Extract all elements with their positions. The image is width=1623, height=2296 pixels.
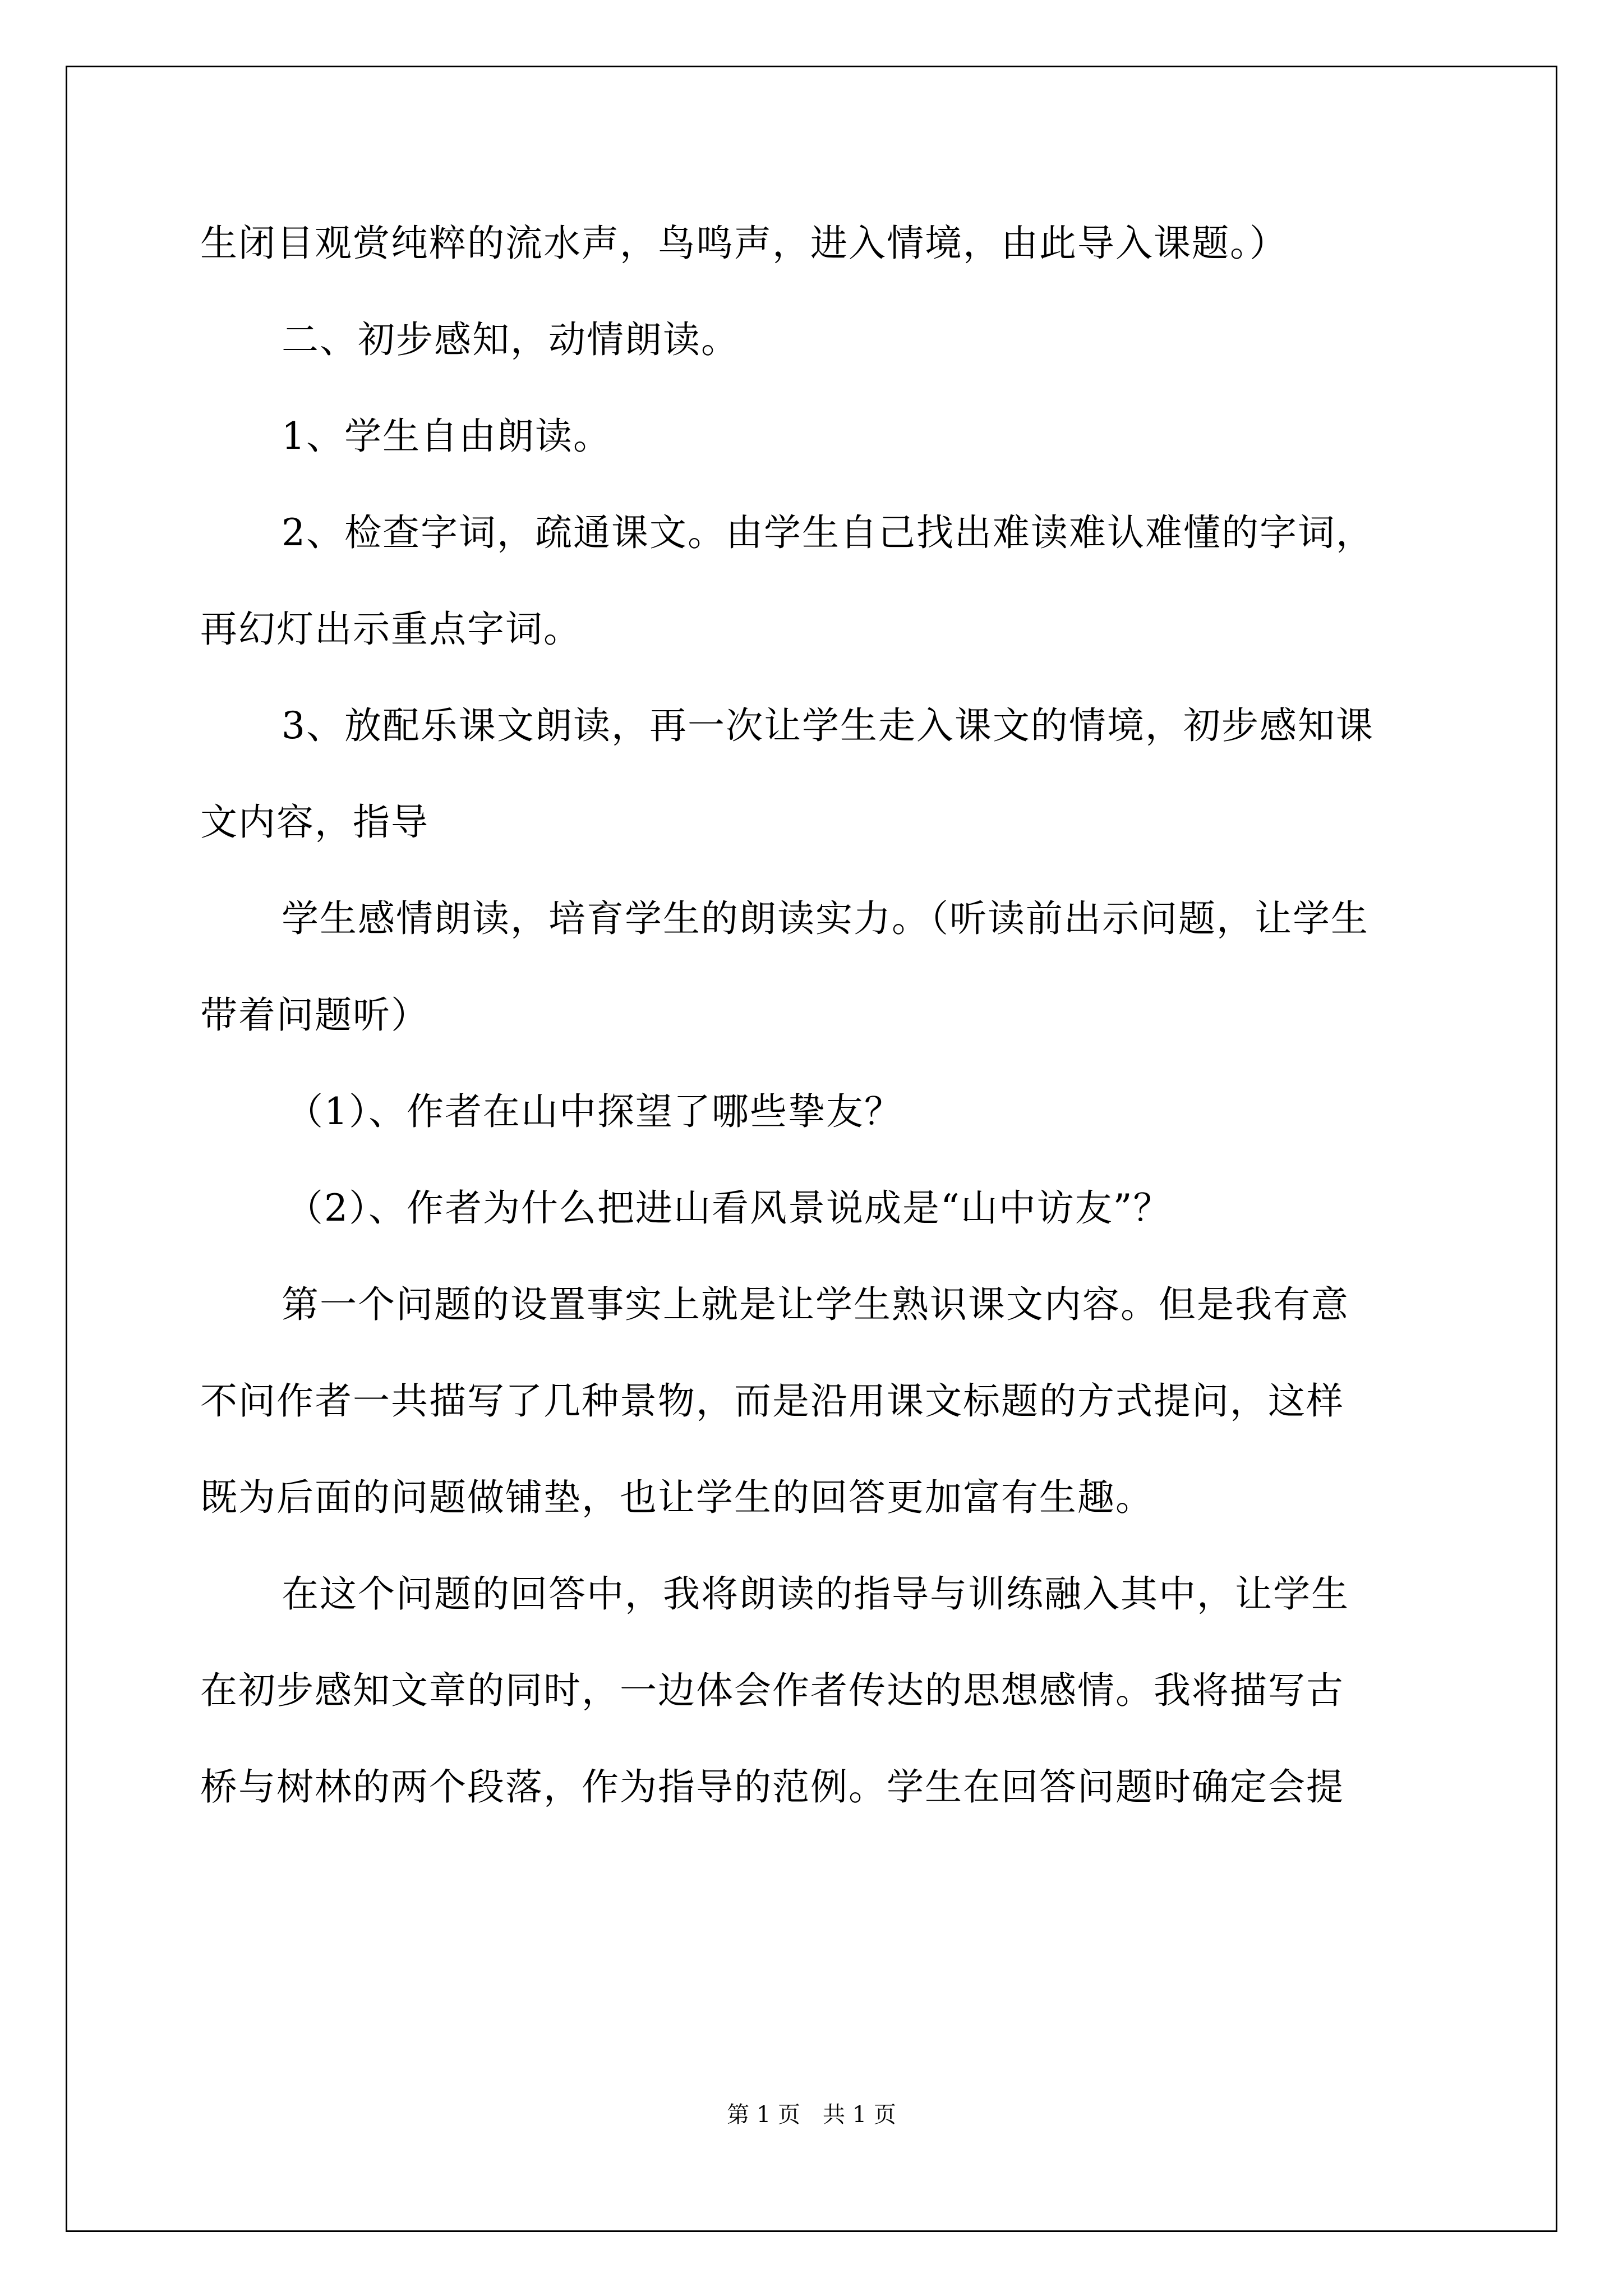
text-line: 文内容，指导 (200, 800, 429, 844)
text-line: 在这个问题的回答中，我将朗读的指导与训练融入其中，让学生 (282, 1572, 1349, 1616)
text-line: 再幻灯出示重点字词。 (200, 608, 582, 651)
text-line: （1）、作者在山中探望了哪些挚友？ (286, 1090, 902, 1133)
text-line: 3、放配乐课文朗读，再一次让学生走入课文的情境，初步感知课 (282, 704, 1374, 747)
text-line: 桥与树林的两个段落，作为指导的范例。学生在回答问题时确定会提 (200, 1765, 1344, 1809)
text-line: 生闭目观赏纯粹的流水声，鸟鸣声，进入情境，由此导入课题。） (200, 222, 1288, 265)
page-footer (0, 2101, 1623, 2129)
page-border (66, 66, 1557, 2232)
page-number: 第 1 页 共 1 页 (727, 2102, 896, 2128)
text-line: （2）、作者为什么把进山看风景说成是“山中访友”？ (286, 1186, 1172, 1230)
text-line: 1、学生自由朗读。 (282, 415, 611, 458)
text-line: 2、检查字词，疏通课文。由学生自己找出难读难认难懂的字词， (282, 511, 1374, 554)
text-line: 带着问题听） (200, 993, 429, 1037)
text-line: 在初步感知文章的同时，一边体会作者传达的思想感情。我将描写古 (200, 1669, 1344, 1712)
text-line: 不问作者一共描写了几种景物，而是沿用课文标题的方式提问，这样 (200, 1379, 1344, 1423)
text-line: 二、初步感知，动情朗读。 (282, 318, 739, 361)
text-line: 既为后面的问题做铺垫，也让学生的回答更加富有生趣。 (200, 1476, 1154, 1519)
text-line: 第一个问题的设置事实上就是让学生熟识课文内容。但是我有意 (282, 1283, 1349, 1326)
text-line: 学生感情朗读，培育学生的朗读实力。（听读前出示问题，让学生 (282, 897, 1369, 940)
